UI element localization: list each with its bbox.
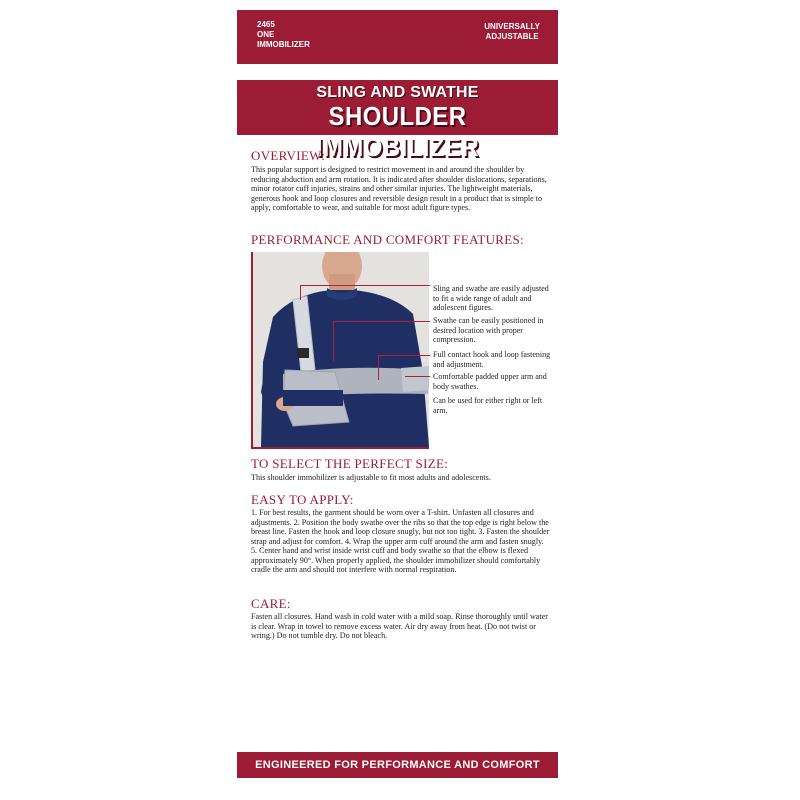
- model-number: 2465 ONE IMMOBILIZER: [257, 20, 310, 49]
- features-heading: PERFORMANCE AND COMFORT FEATURES:: [251, 232, 524, 247]
- overview-text: This popular support is designed to restrict movement in and around the shoulder by reducing abduction and arm rotation. It is indicated after shoulder dislocations, separations, minor rotator cuff injuries, strains and other similar injuries. The lightweight materials, generous hook and loop closures and reversible design result in a product that is simple to apply, comfortable to wear, and suitable for most adult figure types.: [251, 165, 547, 212]
- feature-item: Full contact hook and loop fastening and adjustment.: [433, 350, 551, 369]
- care-heading: CARE:: [251, 596, 291, 611]
- feature-item: Comfortable padded upper arm and body swathes.: [433, 372, 547, 391]
- callout-line: [405, 376, 430, 377]
- callout-line: [300, 285, 301, 300]
- callout-line: [333, 321, 334, 361]
- product-photo: [251, 252, 429, 449]
- callout-line: [378, 355, 379, 380]
- apply-heading: EASY TO APPLY:: [251, 492, 354, 507]
- callout-line: [333, 321, 430, 322]
- overview-heading: OVERVIEW:: [251, 148, 326, 163]
- feature-item: Sling and swathe are easily adjusted to fit a wide range of adult and adolescent figures.: [433, 284, 549, 312]
- size-heading: TO SELECT THE PERFECT SIZE:: [251, 456, 449, 471]
- size-text: This shoulder immobilizer is adjustable to fit most adults and adolescents.: [251, 473, 491, 482]
- care-text: Fasten all closures. Hand wash in cold water with a mild soap. Rinse thoroughly until water is clear. Wrap in towel to remove excess water. Air dry away from heat. (Do not twist or wring.) Do not tumble dry. Do not bleach.: [251, 612, 548, 640]
- footer-tagline: ENGINEERED FOR PERFORMANCE AND COMFORT: [237, 752, 558, 778]
- feature-item: Can be used for either right or left arm.: [433, 396, 543, 415]
- top-banner: [237, 10, 558, 64]
- adjustable-tag: UNIVERSALLY ADJUSTABLE: [484, 22, 540, 41]
- product-title: SHOULDER IMMOBILIZER: [315, 101, 480, 162]
- apply-text: 1. For best results, the garment should be worn over a T-shirt. Unfasten all closures and adjustments. 2. Position the body swathe over the ribs so that the top edge is right below the breast line. Fasten the hook and loop closure snugly, but not too tight. 3. Fasten the shoulder strap and adjust for comfort. 4. Wrap the upper arm cuff around the arm and fasten snugly. 5. Center hand and wrist inside wrist cuff and body swathe so that the elbow is flexed approximately 90°. When properly applied, the shoulder immobilizer should comfortably cradle the arm and should not interfere with normal respiration.: [251, 508, 550, 574]
- model-wearing-immobilizer-illustration: [253, 252, 429, 447]
- callout-line: [378, 355, 430, 356]
- feature-item: Swathe can be easily positioned in desired location with proper compression.: [433, 316, 544, 344]
- product-subtitle: SLING AND SWATHE: [316, 84, 479, 101]
- callout-line: [300, 285, 430, 286]
